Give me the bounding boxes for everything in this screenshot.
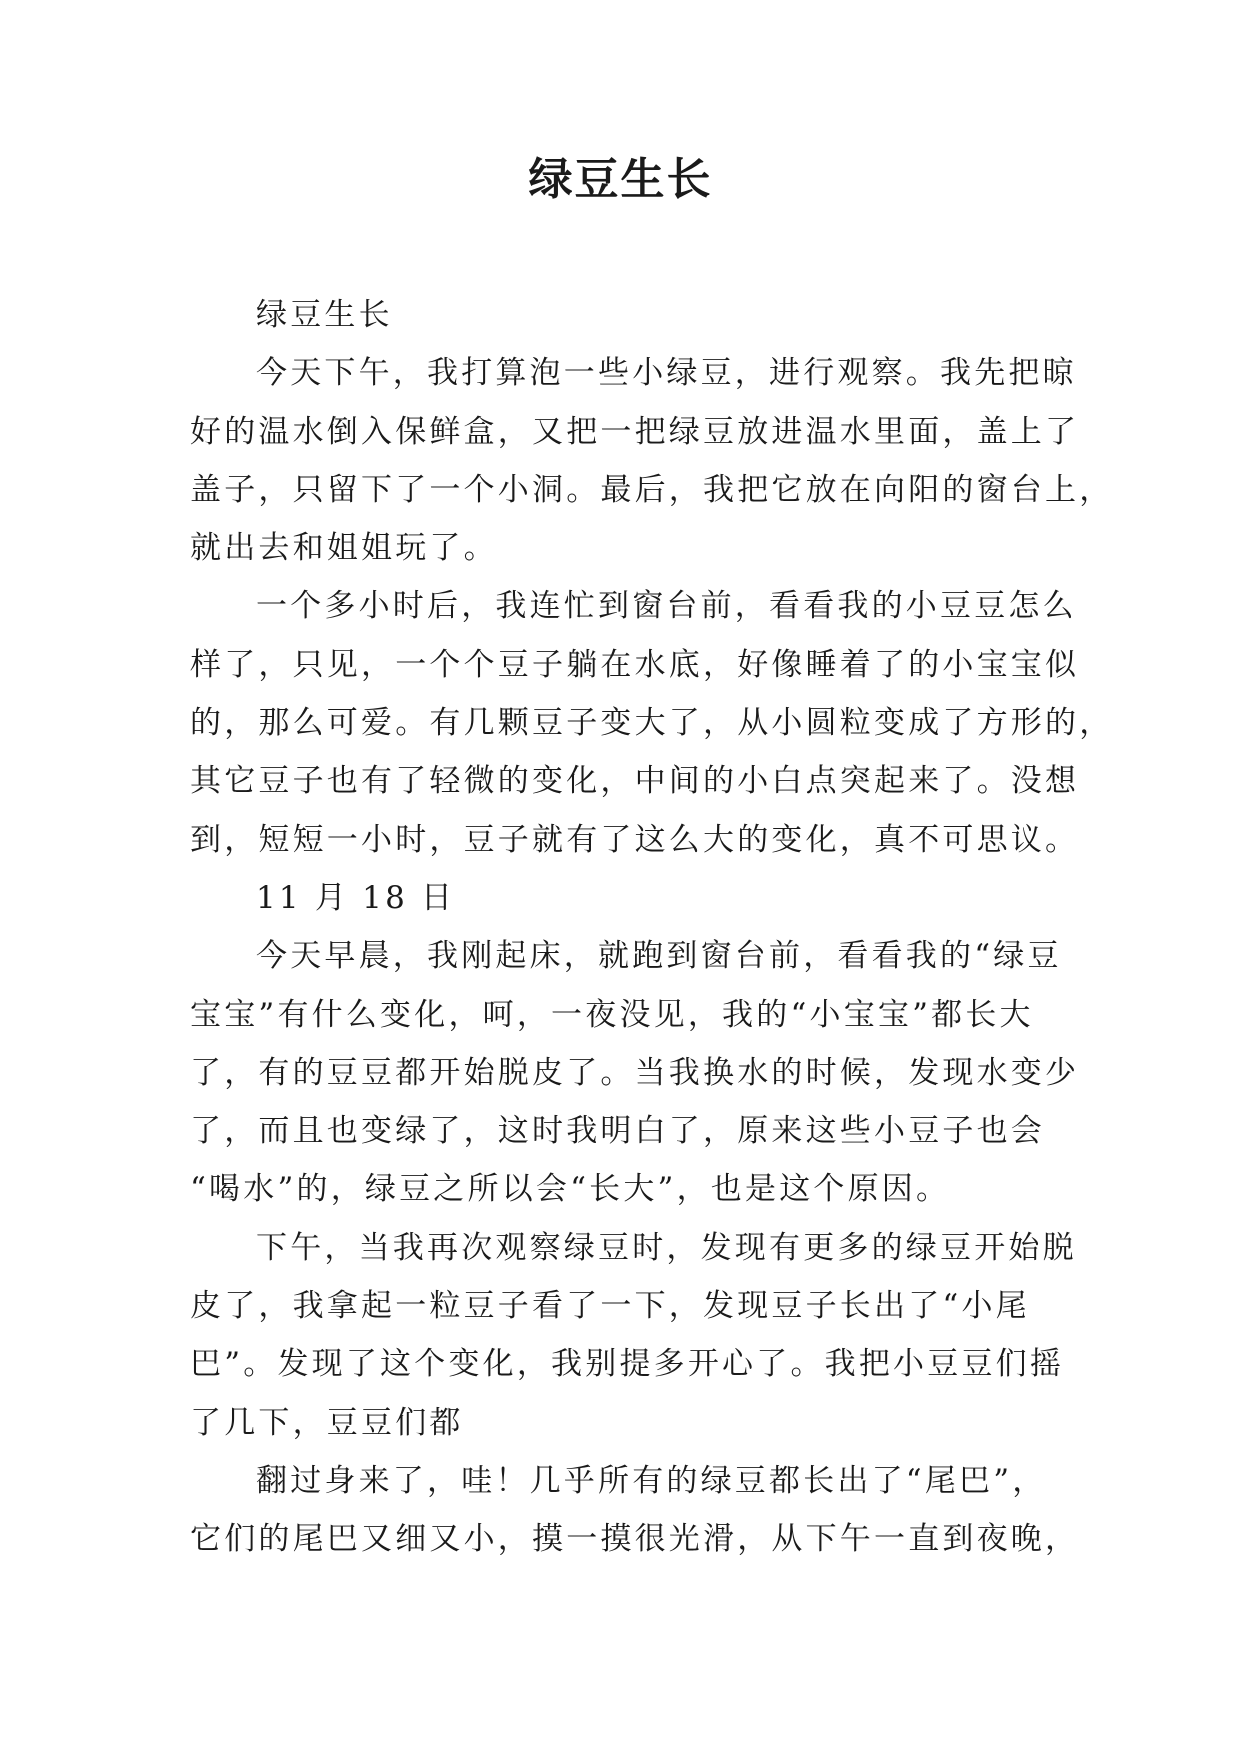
paragraph-line: “喝水”的，绿豆之所以会“长大”，也是这个原因。	[190, 1171, 951, 1208]
paragraph-line: 的，那么可爱。有几颗豆子变大了，从小圆粒变成了方形的，	[190, 705, 1114, 742]
paragraph-line: 就出去和姐姐玩了。	[190, 530, 498, 567]
paragraph-first-line: 今天下午，我打算泡一些小绿豆，进行观察。我先把晾	[256, 355, 1077, 392]
document-title: 绿豆生长	[528, 154, 713, 205]
paragraph-line: 它们的尾巴又细又小，摸一摸很光滑，从下午一直到夜晚，	[190, 1521, 1080, 1558]
paragraph-line: 到，短短一小时，豆子就有了这么大的变化，真不可思议。	[190, 821, 1080, 858]
paragraph-line: 了几下，豆豆们都	[190, 1404, 464, 1441]
paragraph-line: 样了，只见，一个个豆子躺在水底，好像睡着了的小宝宝似	[190, 646, 1080, 683]
paragraph-first-line: 绿豆生长	[256, 297, 393, 333]
paragraph-first-line: 一个多小时后，我连忙到窗台前，看看我的小豆豆怎么	[256, 588, 1077, 625]
paragraph-line: 其它豆子也有了轻微的变化，中间的小白点突起来了。没想	[190, 763, 1080, 800]
paragraph-line: 盖子，只留下了一个小洞。最后，我把它放在向阳的窗台上，	[190, 471, 1114, 508]
paragraph-first-line: 11 月 18 日	[256, 879, 456, 916]
paragraph-first-line: 翻过身来了，哇！几乎所有的绿豆都长出了“尾巴”，	[256, 1462, 1047, 1499]
paragraph-line: 皮了，我拿起一粒豆子看了一下，发现豆子长出了“小尾	[190, 1288, 1030, 1325]
paragraph-line: 了，而且也变绿了，这时我明白了，原来这些小豆子也会	[190, 1113, 1045, 1150]
document-body	[190, 286, 1114, 1569]
paragraph-first-line: 今天早晨，我刚起床，就跑到窗台前，看看我的“绿豆	[256, 938, 1062, 975]
paragraph-first-line: 下午，当我再次观察绿豆时，发现有更多的绿豆开始脱	[256, 1229, 1077, 1266]
paragraph-line: 了，有的豆豆都开始脱皮了。当我换水的时候，发现水变少	[190, 1054, 1080, 1091]
paragraph-line: 巴”。发现了这个变化，我别提多开心了。我把小豆豆们摇	[190, 1346, 1065, 1383]
paragraph-line: 好的温水倒入保鲜盒，又把一把绿豆放进温水里面，盖上了	[190, 413, 1080, 450]
paragraph-line: 宝宝”有什么变化，呵，一夜没见，我的“小宝宝”都长大	[190, 996, 1034, 1033]
